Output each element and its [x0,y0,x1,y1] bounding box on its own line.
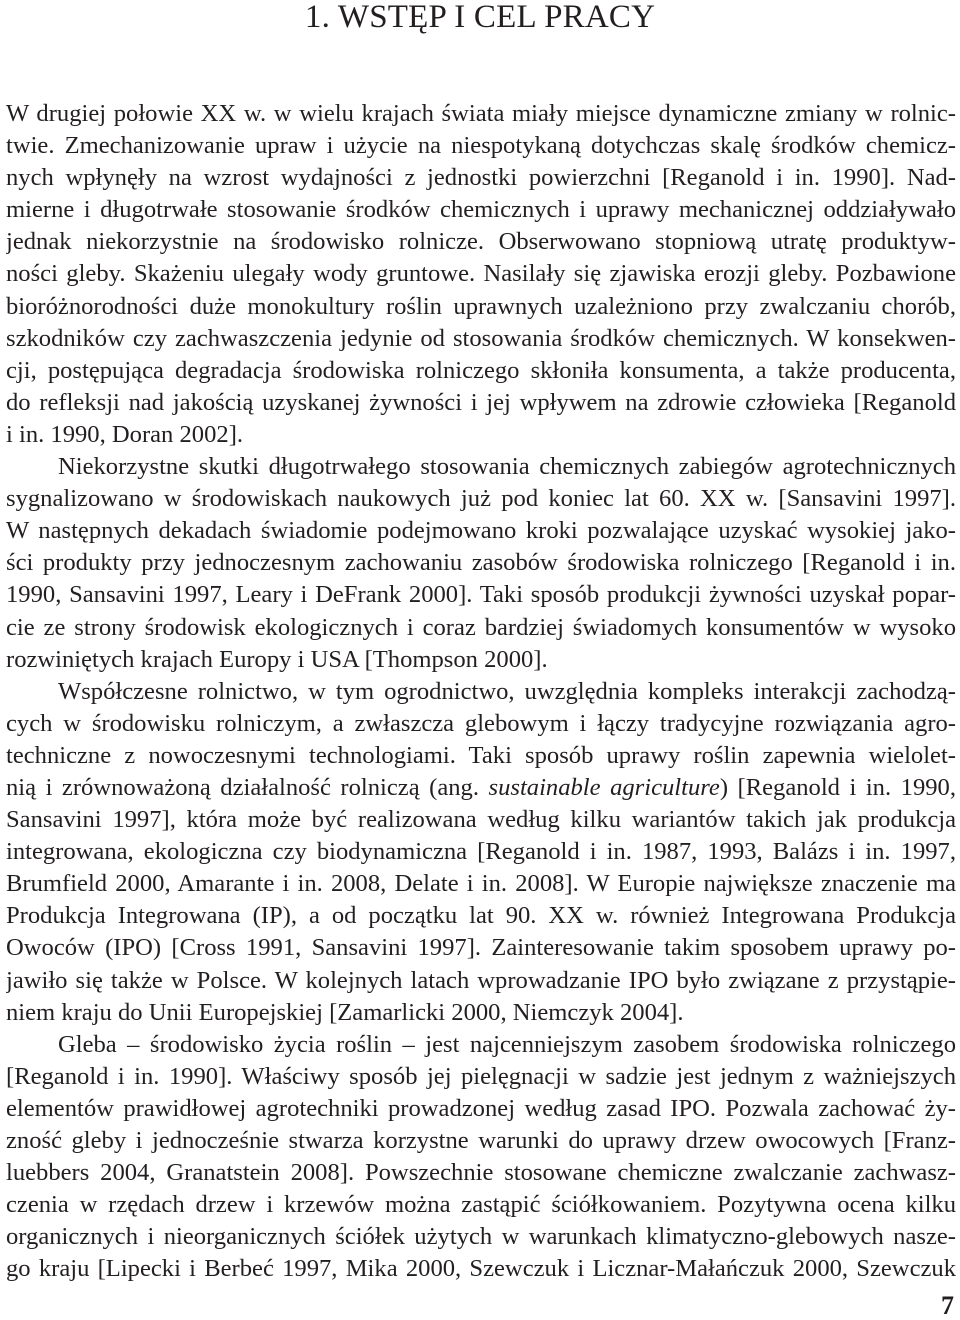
text-line: sygnalizowano w środowiskach naukowych już pod koniec lat 60. XX w. [Sansavini 1997]. [6,485,956,513]
text-line: cych w środowisku rolniczym, a zwłaszcza glebowym i łączy tradycyjne rozwiązania agro- [6,709,956,737]
text-line: rozwiniętych krajach Europy i USA [Thompson 2000]. [6,645,548,673]
text-line: do refleksji nad jakością uzyskanej żywności i jej wpływem na zdrowie człowieka [Reganold [6,388,956,416]
text-line: mierne i długotrwałe stosowanie środków chemicznych i uprawy mechanicznej oddziaływało [6,196,956,224]
chapter-title: 1. WSTĘP I CEL PRACY [304,0,656,35]
italic-term: sustainable agriculture [488,773,720,801]
text-line: jednak niekorzystnie na środowisko rolnicze. Obserwowano stopniową utratę produktyw- [6,228,956,256]
text-line: elementów prawidłowej agrotechniki prowadzonej według zasad IPO. Pozwala zachować ży- [6,1094,956,1122]
text-line: Brumfield 2000, Amarante i in. 2008, Delate i in. 2008]. W Europie największe znaczenie ma [6,870,956,898]
text-line: szkodników czy zachwaszczenia jedynie od stosowania środków chemicznych. W konsekwen- [6,324,956,352]
text-line: Niekorzystne skutki długotrwałego stosowania chemicznych zabiegów agrotechnicznych [58,453,956,481]
text-line: zność gleby i jednocześnie stwarza korzystne warunki do uprawy drzew owocowych [Franz- [6,1127,956,1154]
text-line: cji, postępująca degradacja środowiska rolniczego skłoniła konsumenta, a także producenta, [6,356,956,384]
text-line: twie. Zmechanizowanie upraw i użycie na niespotykaną dotychczas skalę środków chemicz- [6,132,956,160]
text-line: W następnych dekadach świadomie podejmowano kroki pozwalające uzyskać wysokiej jako- [6,517,956,545]
text-line: go kraju [Lipecki i Berbeć 1997, Mika 2000, Szewczuk i Licznar-Małańczuk 2000, Szewczuk [6,1255,956,1283]
text-line: luebbers 2004, Granatstein 2008]. Powszechnie stosowane chemiczne zwalczanie zachwasz- [6,1159,956,1187]
text-line: Współczesne rolnictwo, w tym ogrodnictwo, uwzględnia kompleks interakcji zachodzą- [58,677,956,705]
text-line: integrowana, ekologiczna czy biodynamiczna [Reganold i in. 1987, 1993, Balázs i in. 1997, [6,838,956,866]
body-text [6,98,956,1285]
text-line: nią i zrównoważoną działalność rolniczą (ang. sustainable agriculture) [Reganold i in. 1990, [6,773,956,801]
text-line: jawiło się także w Polsce. W kolejnych latach wprowadzanie IPO było związane z przystąpie- [6,966,956,994]
text-line: [Reganold i in. 1990]. Właściwy sposób jej pielęgnacji w sadzie jest jednym z ważniejszych [6,1062,956,1090]
text-line: bioróżnorodności duże monokultury roślin uprawnych uzależniono przy zwalczaniu chorób, [6,292,956,320]
text-line: organicznych i nieorganicznych ściółek użytych w warunkach klimatyczno-glebowych nasze- [6,1223,956,1251]
text-line: niem kraju do Unii Europejskiej [Zamarlicki 2000, Niemczyk 2004]. [6,998,684,1026]
text-line: ności gleby. Skażeniu ulegały wody gruntowe. Nasilały się zjawiska erozji gleby. Pozbawione [6,260,956,288]
text-line: Produkcja Integrowana (IP), a od początku lat 90. XX w. również Integrowana Produkcja [6,902,956,930]
text-line: i in. 1990, Doran 2002]. [6,420,244,448]
text-line: 1990, Sansavini 1997, Leary i DeFrank 2000]. Taki sposób produkcji żywności uzyskał popar- [6,581,956,609]
text-line: W drugiej połowie XX w. w wielu krajach świata miały miejsce dynamiczne zmiany w rolnic- [6,100,956,127]
text-line: techniczne z nowoczesnymi technologiami. Taki sposób uprawy roślin zapewnia wielolet- [6,741,956,769]
text-line: czenia w rzędach drzew i krzewów można zastąpić ściółkowaniem. Pozytywna ocena kilku [6,1191,956,1219]
text-line: Gleba – środowisko życia roślin – jest najcenniejszym zasobem środowiska rolniczego [58,1030,956,1058]
text-line: nych wpłynęły na wzrost wydajności z jednostki powierzchni [Reganold i in. 1990]. Nad- [6,164,956,192]
text-line: cie ze strony środowisk ekologicznych i coraz bardziej świadomych konsumentów w wysoko [6,613,956,641]
text-line: Owoców (IPO) [Cross 1991, Sansavini 1997]. Zainteresowanie takim sposobem uprawy po- [6,934,956,962]
page-number: 7 [941,1291,954,1320]
text-line: ści produkty przy jednoczesnym zachowaniu zasobów środowiska rolniczego [Reganold i in. [6,549,956,577]
text-line: Sansavini 1997], która może być realizowana według kilku wariantów takich jak produkcja [6,806,956,834]
